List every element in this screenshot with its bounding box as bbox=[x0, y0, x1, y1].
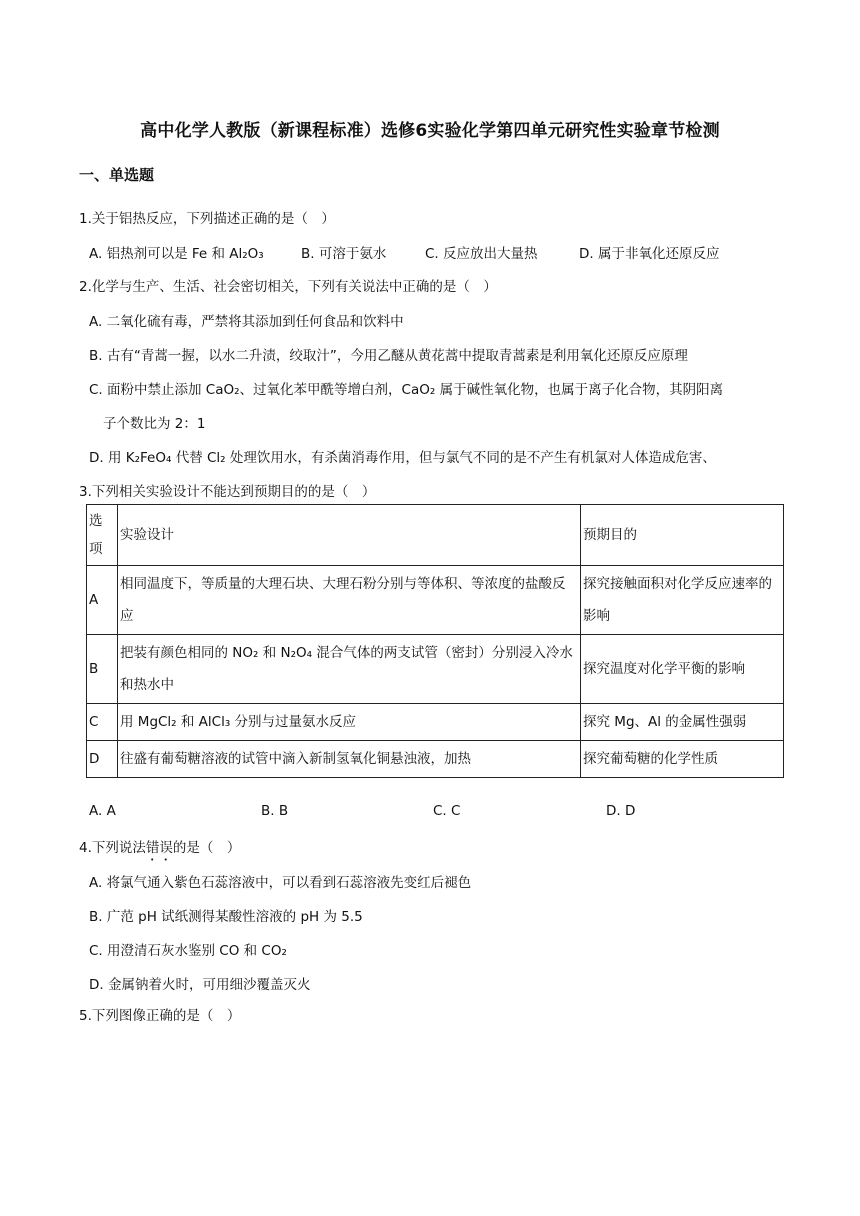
experiment-table bbox=[86, 504, 784, 778]
question-4-stem-prefix: 4.下列说法 bbox=[79, 840, 146, 856]
table-header-row bbox=[87, 505, 784, 566]
table-cell: 相同温度下，等质量的大理石块、大理石粉分别与等体积、等浓度的盐酸反应 bbox=[118, 566, 581, 635]
question-2-option-a: A. 二氧化硫有毒，严禁将其添加到任何食品和饮料中 bbox=[89, 314, 404, 330]
question-4-option-a: A. 将氯气通入紫色石蕊溶液中，可以看到石蕊溶液先变红后褪色 bbox=[89, 875, 472, 891]
question-5-stem: 5.下列图像正确的是（ ） bbox=[79, 1008, 241, 1024]
table-row bbox=[87, 566, 784, 635]
question-4-stem-emphasis: 错误 bbox=[145, 840, 173, 856]
table-cell: A bbox=[87, 566, 118, 635]
header-purpose: 预期目的 bbox=[581, 505, 784, 566]
table-cell: 探究温度对化学平衡的影响 bbox=[581, 635, 784, 704]
question-2-stem: 2.化学与生产、生活、社会密切相关，下列有关说法中正确的是（ ） bbox=[79, 279, 497, 295]
question-2-option-c-line2: 子个数比为 2：1 bbox=[103, 416, 206, 432]
question-3-stem: 3.下列相关实验设计不能达到预期目的的是（ ） bbox=[79, 484, 376, 500]
table-cell: D bbox=[87, 741, 118, 778]
question-1-option-b: B. 可溶于氨水 bbox=[301, 246, 387, 262]
header-design: 实验设计 bbox=[118, 505, 581, 566]
question-4-stem-suffix: 的是（ ） bbox=[172, 840, 241, 856]
question-3-option-b: B. B bbox=[261, 803, 289, 819]
table-cell: 把装有颜色相同的 NO₂ 和 N₂O₄ 混合气体的两支试管（密封）分别浸入冷水和热水中 bbox=[118, 635, 581, 704]
document-title: 高中化学人教版（新课程标准）选修6实验化学第四单元研究性实验章节检测 bbox=[140, 121, 720, 141]
question-1-option-c: C. 反应放出大量热 bbox=[425, 246, 538, 262]
section-heading: 一、单选题 bbox=[79, 166, 155, 184]
table-cell: B bbox=[87, 635, 118, 704]
table-row bbox=[87, 704, 784, 741]
question-3-option-a: A. A bbox=[89, 803, 116, 819]
table-cell: 用 MgCl₂ 和 AlCl₃ 分别与过量氨水反应 bbox=[118, 704, 581, 741]
question-1-option-a: A. 铝热剂可以是 Fe 和 Al₂O₃ bbox=[89, 246, 264, 262]
question-3-option-c: C. C bbox=[433, 803, 461, 819]
question-4-option-d: D. 金属钠着火时，可用细沙覆盖灭火 bbox=[89, 977, 311, 993]
table-row bbox=[87, 741, 784, 778]
table-cell: C bbox=[87, 704, 118, 741]
header-option: 选项 bbox=[87, 505, 118, 566]
question-1-option-d: D. 属于非氧化还原反应 bbox=[579, 246, 720, 262]
question-4-option-c: C. 用澄清石灰水鉴别 CO 和 CO₂ bbox=[89, 943, 287, 959]
table-cell: 探究 Mg、Al 的金属性强弱 bbox=[581, 704, 784, 741]
table-row bbox=[87, 635, 784, 704]
question-2-option-d: D. 用 K₂FeO₄ 代替 Cl₂ 处理饮用水，有杀菌消毒作用，但与氯气不同的是不产生有机氯对人体造成危害、 bbox=[89, 450, 716, 466]
table-cell: 探究接触面积对化学反应速率的影响 bbox=[581, 566, 784, 635]
question-2-option-c-line1: C. 面粉中禁止添加 CaO₂、过氧化苯甲酰等增白剂，CaO₂ 属于碱性氧化物，也属于离子化合物，其阴阳离 bbox=[89, 382, 724, 398]
table-cell: 往盛有葡萄糖溶液的试管中滴入新制氢氧化铜悬浊液，加热 bbox=[118, 741, 581, 778]
question-2-option-b: B. 古有“青蒿一握，以水二升渍，绞取汁”，今用乙醚从黄花蒿中提取青蒿素是利用氧化还原反应原理 bbox=[89, 348, 688, 364]
table-cell: 探究葡萄糖的化学性质 bbox=[581, 741, 784, 778]
question-1-stem: 1.关于铝热反应，下列描述正确的是（ ） bbox=[79, 211, 335, 227]
question-3-option-d: D. D bbox=[606, 803, 636, 819]
question-4-option-b: B. 广范 pH 试纸测得某酸性溶液的 pH 为 5.5 bbox=[89, 909, 363, 925]
question-4-stem bbox=[79, 836, 240, 864]
